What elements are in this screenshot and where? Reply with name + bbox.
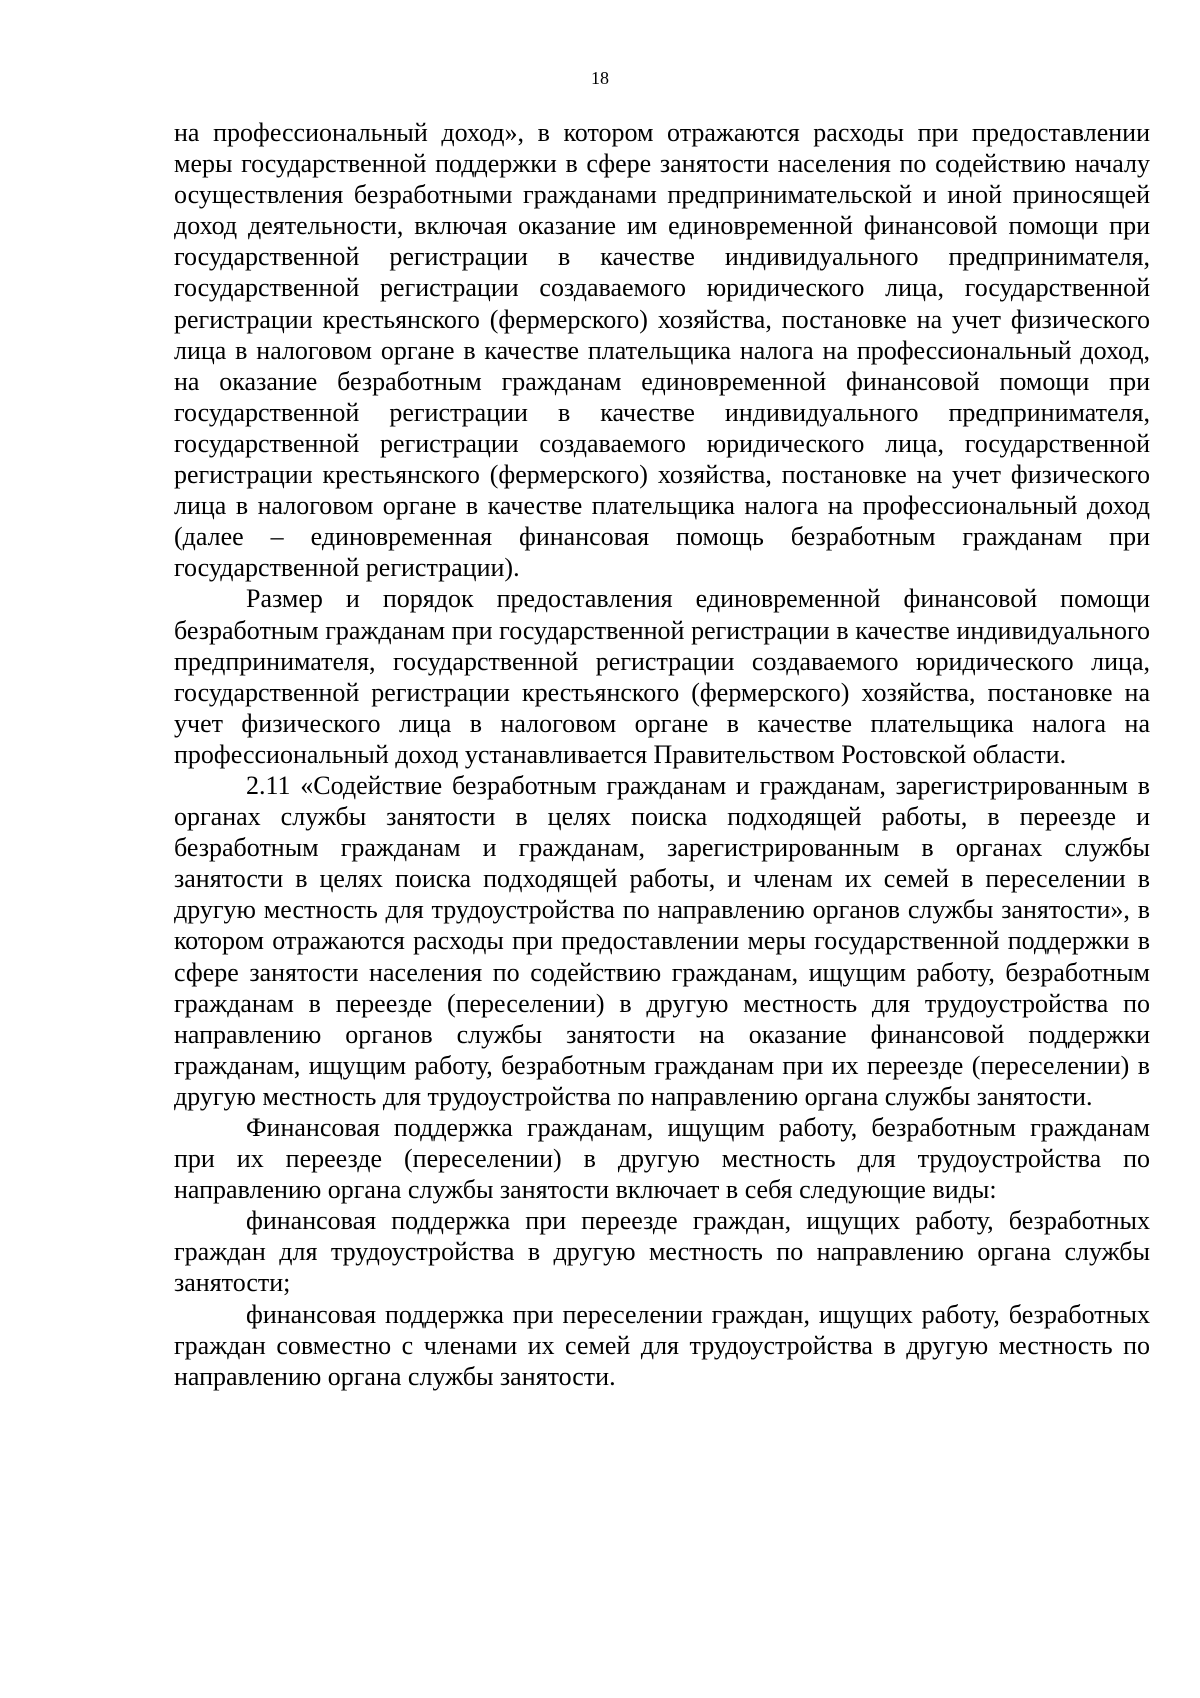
list-item-resettlement-support: финансовая поддержка при переселении граждан, ищущих работу, безработных граждан совместно с членами их семей для трудоустройства в другую местность по направлению органа службы занятости. xyxy=(174,1299,1150,1391)
paragraph-continuation: на профессиональный доход», в котором отражаются расходы при предоставлении меры государственной поддержки в сфере занятости населения по содействию началу осуществления безработными гражданами предпринимательской и иной приносящей доход деятельности, включая оказание им единовременной финансовой помощи при государственной регистрации в качестве индивидуального предпринимателя, государственной регистрации создаваемого юридического лица, государственной регистрации крестьянского (фермерского) хозяйства, постановке на учет физического лица в налоговом органе в качестве плательщика налога на профессиональный доход, на оказание безработным гражданам единовременной финансовой помощи при государственной регистрации в качестве индивидуального предпринимателя, государственной регистрации создаваемого юридического лица, государственной регистрации крестьянского (фермерского) хозяйства, постановке на учет физического лица в налоговом органе в качестве плательщика налога на профессиональный доход (далее – единовременная финансовая помощь безработным гражданам при государственной регистрации). xyxy=(174,118,1150,583)
page-number: 18 xyxy=(591,68,609,88)
list-item-relocation-support: финансовая поддержка при переезде граждан, ищущих работу, безработных граждан для трудоустройства в другую местность по направлению органа службы занятости; xyxy=(174,1206,1150,1298)
paragraph-section-2-11: 2.11 «Содействие безработным гражданам и гражданам, зарегистрированным в органах службы занятости в целях поиска подходящей работы, в переезде и безработным гражданам и гражданам, зарегистрированным в органах службы занятости в целях поиска подходящей работы, и членам их семей в переселении в другую местность для трудоустройства по направлению органов службы занятости», в котором отражаются расходы при предоставлении меры государственной поддержки в сфере занятости населения по содействию гражданам, ищущим работу, безработным гражданам в переезде (переселении) в другую местность для трудоустройства по направлению органов службы занятости на оказание финансовой поддержки гражданам, ищущим работу, безработным гражданам при их переезде (переселении) в другую местность для трудоустройства по направлению органа службы занятости. xyxy=(174,770,1150,1111)
document-body xyxy=(174,117,1150,1392)
paragraph-financial-support-types: Финансовая поддержка гражданам, ищущим работу, безработным гражданам при их переезде (переселении) в другую местность для трудоустройства по направлению органа службы занятости включает в себя следующие виды: xyxy=(174,1113,1150,1205)
paragraph-assistance-size: Размер и порядок предоставления единовременной финансовой помощи безработным гражданам при государственной регистрации в качестве индивидуального предпринимателя, государственной регистрации создаваемого юридического лица, государственной регистрации крестьянского (фермерского) хозяйства, постановке на учет физического лица в налоговом органе в качестве плательщика налога на профессиональный доход устанавливается Правительством Ростовской области. xyxy=(174,584,1150,769)
